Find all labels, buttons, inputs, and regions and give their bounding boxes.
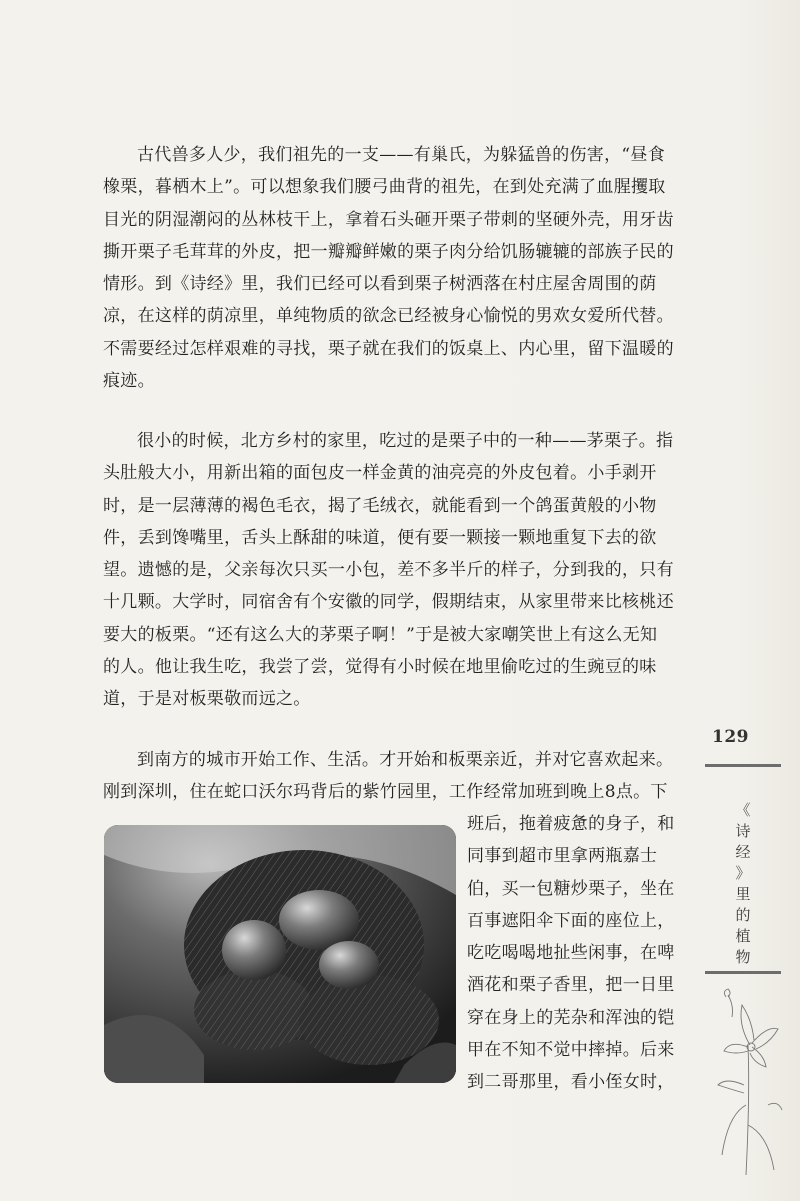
margin-rule-bottom xyxy=(705,971,781,974)
paragraph-3-wrapped xyxy=(467,808,707,1099)
text-line: 道，于是对板栗敬而远之。 xyxy=(103,689,311,710)
text-line: 橡栗，暮栖木上”。可以想象我们腰弓曲背的祖先，在到处充满了血腥攫取 xyxy=(103,177,666,198)
text-line: 头肚般大小，用新出箱的面包皮一样金黄的油亮亮的外皮包着。小手剥开 xyxy=(103,463,657,484)
text-line: 的人。他让我生吃，我尝了尝，觉得有小时候在地里偷吃过的生豌豆的味 xyxy=(103,657,657,678)
title-char: 的 xyxy=(735,906,751,924)
text-line: 件，丢到馋嘴里，舌头上酥甜的味道，便有要一颗接一颗地重复下去的欲 xyxy=(103,527,657,548)
text-line: 十几颗。大学时，同宿舍有个安徽的同学，假期结束，从家里带来比核桃还 xyxy=(103,592,674,613)
text-line: 到南方的城市开始工作、生活。才开始和板栗亲近，并对它喜欢起来。 xyxy=(137,750,674,770)
text-line: 凉，在这样的荫凉里，单纯物质的欲念已经被身心愉悦的男欢女爱所代替。 xyxy=(103,306,674,327)
text-line: 伯，买一包糖炒栗子，坐在 xyxy=(467,878,675,899)
text-line: 班后，拖着疲惫的身子，和 xyxy=(467,814,675,834)
text-line: 不需要经过怎样艰难的寻找，栗子就在我们的饭桌上、内心里，留下温暖的 xyxy=(103,338,674,359)
paragraph-2 xyxy=(103,425,701,716)
margin-rule-top xyxy=(705,764,781,767)
text-line: 望。遗憾的是，父亲每次只买一小包，差不多半斤的样子，分到我的，只有 xyxy=(103,560,674,581)
flower-illustration-icon xyxy=(708,985,788,1175)
text-line: 到二哥那里，看小侄女时， xyxy=(467,1072,675,1093)
text-line: 甲在不知不觉中摔掉。后来 xyxy=(467,1040,675,1061)
title-char: 》 xyxy=(735,864,751,882)
title-char: 里 xyxy=(735,885,751,903)
running-title xyxy=(730,800,756,968)
title-char: 《 xyxy=(735,801,751,819)
title-char: 物 xyxy=(735,948,751,966)
paragraph-3 xyxy=(103,744,701,809)
text-line: 痕迹。 xyxy=(103,371,155,392)
text-line: 酒花和栗子香里，把一日里 xyxy=(467,975,675,996)
text-line: 很小的时候，北方乡村的家里，吃过的是栗子中的一种——茅栗子。指 xyxy=(137,431,674,451)
text-line: 同事到超市里拿两瓶嘉士 xyxy=(467,846,658,867)
text-line: 穿在身上的芜杂和浑浊的铠 xyxy=(467,1007,675,1028)
title-char: 经 xyxy=(735,843,751,861)
text-line: 情形。到《诗经》里，我们已经可以看到栗子树洒落在村庄屋舍周围的荫 xyxy=(103,274,657,295)
text-line: 吃吃喝喝地扯些闲事，在啤 xyxy=(467,943,675,964)
text-line: 刚到深圳，住在蛇口沃尔玛背后的紫竹园里，工作经常加班到晚上8点。下 xyxy=(103,782,668,803)
text-line: 时，是一层薄薄的褐色毛衣，揭了毛绒衣，就能看到一个鸽蛋黄般的小物 xyxy=(103,495,657,516)
chestnut-photo xyxy=(104,825,456,1083)
paragraph-1 xyxy=(103,139,701,397)
text-line: 要大的板栗。“还有这么大的茅栗子啊！”于是被大家嘲笑世上有这么无知 xyxy=(103,624,658,645)
text-line: 古代兽多人少，我们祖先的一支——有巢氏，为躲猛兽的伤害，“昼食 xyxy=(137,145,665,165)
text-line: 百事遮阳伞下面的座位上， xyxy=(467,910,675,931)
title-char: 植 xyxy=(735,927,751,945)
text-line: 目光的阴湿潮闷的丛林枝干上，拿着石头砸开栗子带刺的坚硬外壳，用牙齿 xyxy=(103,209,674,230)
title-char: 诗 xyxy=(735,822,751,840)
text-line: 撕开栗子毛茸茸的外皮，把一瓣瓣鲜嫩的栗子肉分给饥肠辘辘的部族子民的 xyxy=(103,241,674,262)
page-number: 129 xyxy=(712,727,749,747)
